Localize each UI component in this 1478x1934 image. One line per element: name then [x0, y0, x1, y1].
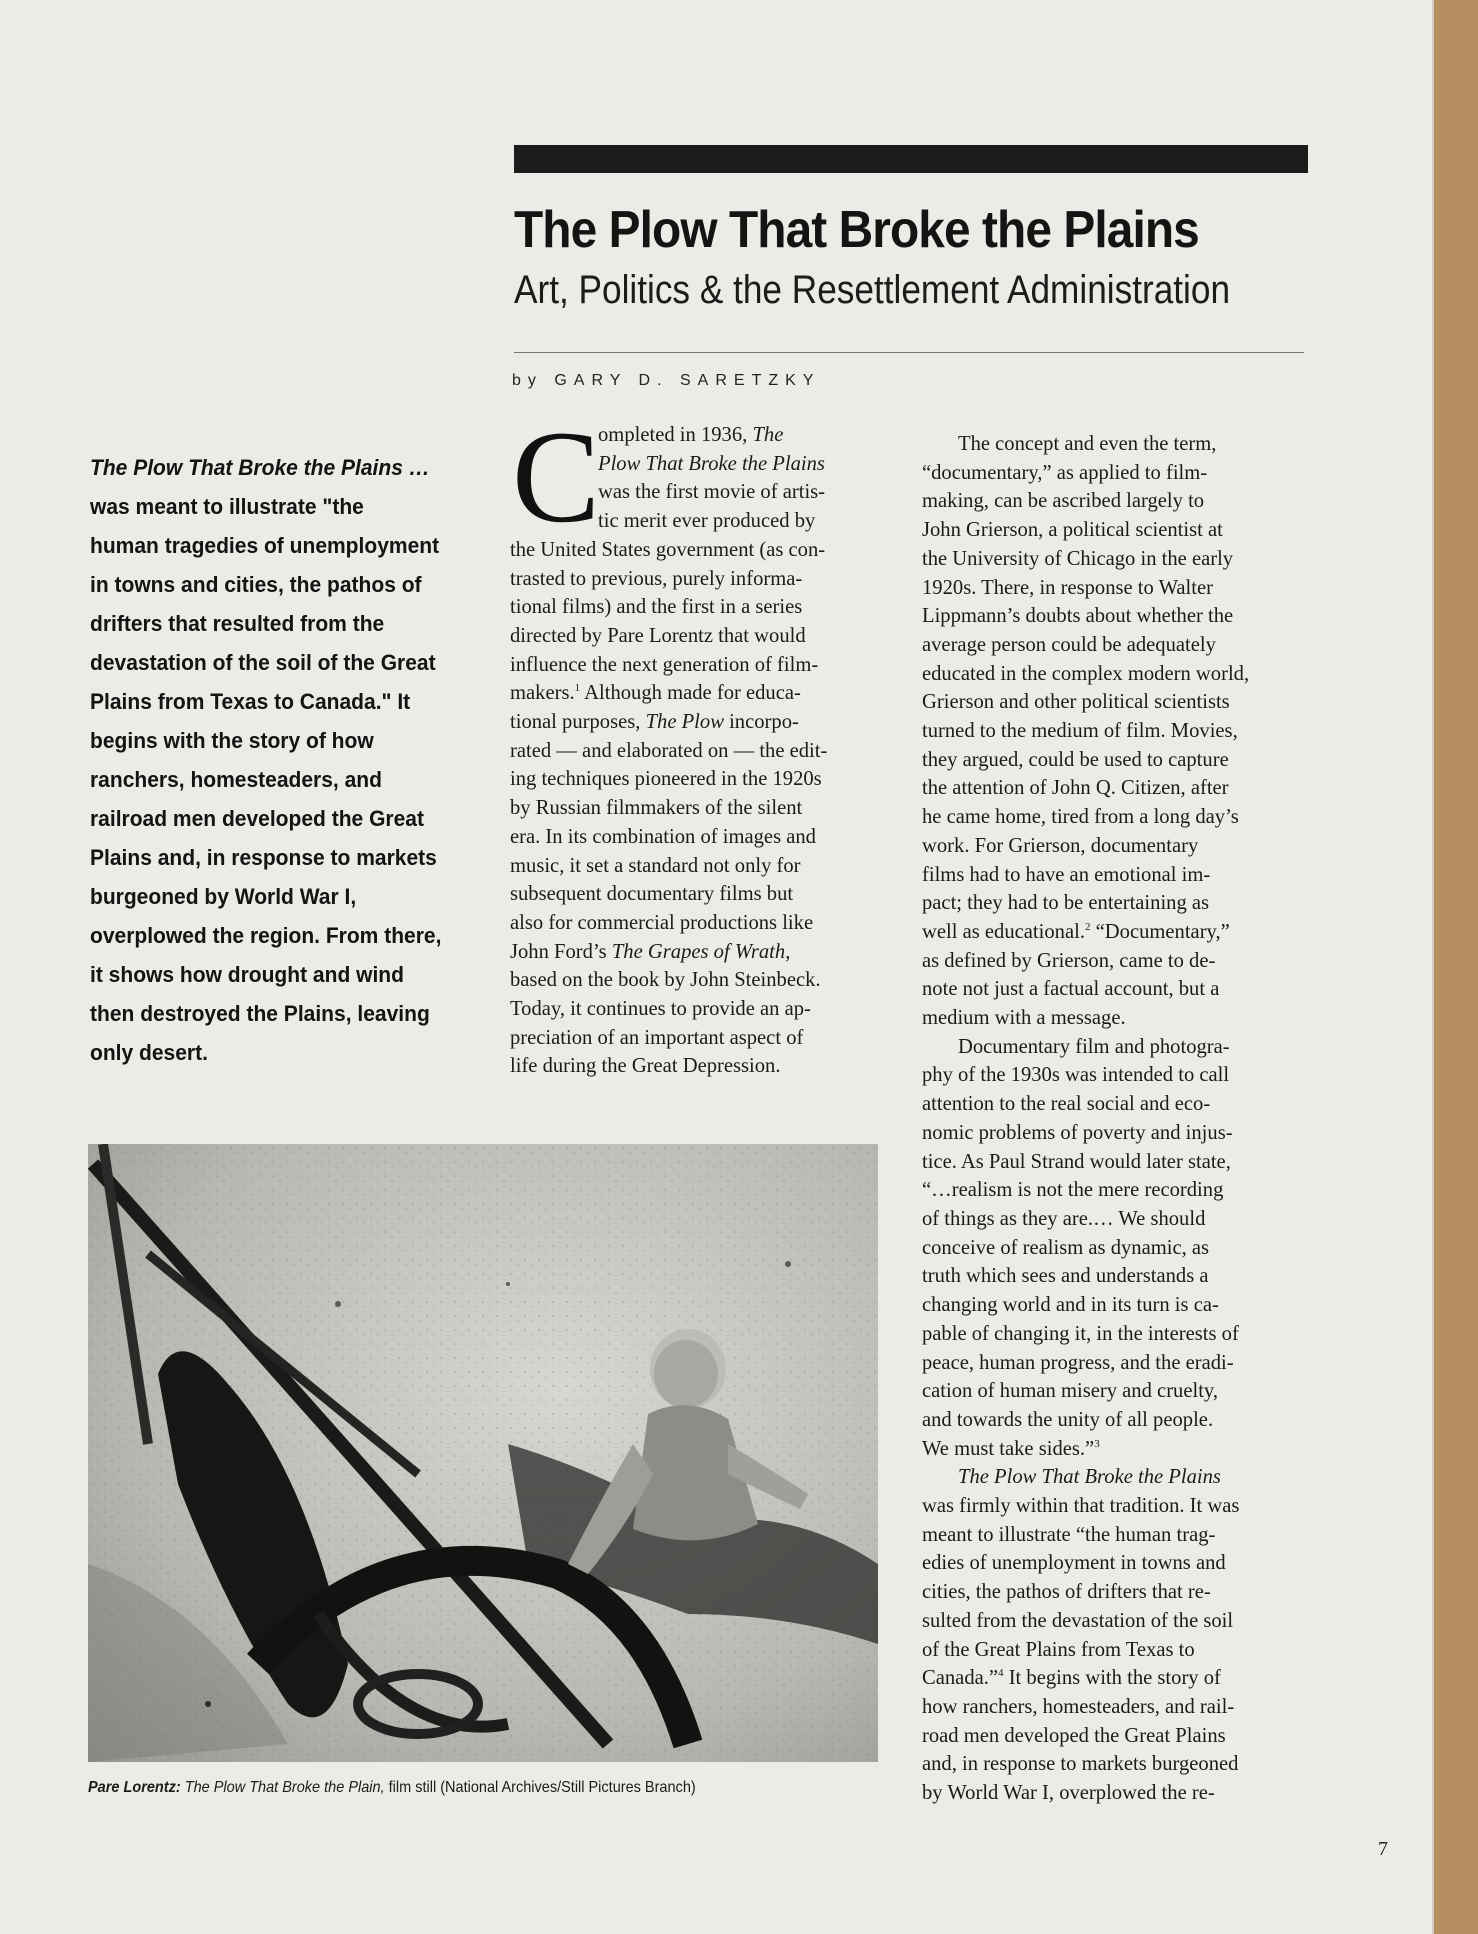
- body-line: and towards the unity of all people.: [922, 1408, 1214, 1431]
- pull-quote-line: overplowed the region. From there,: [90, 923, 442, 948]
- body-line: The concept and even the term,: [958, 433, 1217, 455]
- body-line: and, in response to markets burgeoned: [922, 1753, 1239, 1776]
- pull-quote-lead: The Plow That Broke the Plains …: [90, 455, 430, 480]
- body-line: makers.$^1$ Although made for educa-: [510, 682, 801, 705]
- body-line: of the Great Plains from Texas to: [922, 1638, 1195, 1661]
- body-line: truth which sees and understands a: [922, 1265, 1209, 1288]
- body-line: ing techniques pioneered in the 1920s: [510, 768, 822, 791]
- pull-quote-line: then destroyed the Plains, leaving: [90, 1001, 430, 1026]
- body-line: was the first movie of artis-: [598, 481, 826, 504]
- body-line: John Ford’s The Grapes of Wrath,: [510, 940, 791, 963]
- pull-quote-line: burgeoned by World War I,: [90, 884, 357, 909]
- body-line: subsequent documentary films but: [510, 883, 794, 906]
- body-line: the attention of John Q. Citizen, after: [922, 777, 1229, 800]
- body-line: they argued, could be used to capture: [922, 748, 1229, 771]
- pull-quote-line: only desert.: [90, 1040, 208, 1065]
- body-line: turned to the medium of film. Movies,: [922, 720, 1238, 743]
- body-line: tional purposes, The Plow incorpo-: [510, 711, 799, 734]
- body-line: era. In its combination of images and: [510, 825, 816, 848]
- body-line: cation of human misery and cruelty,: [922, 1380, 1219, 1403]
- body-line: attention to the real social and eco-: [922, 1093, 1211, 1116]
- body-line: well as educational.$^2$ “Documentary,”: [922, 920, 1230, 943]
- body-line: influence the next generation of film-: [510, 653, 819, 676]
- film-still-photo: [88, 1144, 878, 1762]
- body-line: the University of Chicago in the early: [922, 547, 1234, 570]
- drop-cap: C: [512, 403, 601, 550]
- footnote-marker: 1: [574, 682, 581, 695]
- title-divider: [514, 352, 1304, 353]
- body-line: tional films) and the first in a series: [510, 596, 803, 619]
- body-line: Canada.”$^4$ It begins with the story of: [922, 1667, 1221, 1690]
- pull-quote-line: railroad men developed the Great: [90, 806, 424, 831]
- caption-film-title: The Plow That Broke the Plain,: [180, 1779, 385, 1796]
- body-line: preciation of an important aspect of: [510, 1026, 804, 1049]
- body-line: by Russian filmmakers of the silent: [510, 797, 803, 820]
- body-line: making, can be ascribed largely to: [922, 490, 1205, 513]
- body-line: educated in the complex modern world,: [922, 662, 1250, 685]
- byline: by GARY D. SARETZKY: [512, 372, 821, 389]
- body-line: Grierson and other political scientists: [922, 691, 1230, 714]
- caption-source: film still (National Archives/Still Pictures Branch): [384, 1779, 696, 1796]
- body-line: was firmly within that tradition. It was: [922, 1495, 1240, 1518]
- body-line: tice. As Paul Strand would later state,: [922, 1150, 1231, 1173]
- body-line: trasted to previous, purely informa-: [510, 567, 803, 590]
- body-column-2: [922, 430, 1307, 1808]
- caption-credit: Pare Lorentz:: [88, 1779, 181, 1796]
- body-line: note not just a factual account, but a: [922, 978, 1220, 1001]
- body-line: tic merit ever produced by: [598, 510, 816, 533]
- body-line: films had to have an emotional im-: [922, 863, 1211, 886]
- page-number: 7: [1378, 1838, 1388, 1860]
- footnote-marker: 2: [1084, 921, 1091, 934]
- header-black-rule: [514, 145, 1308, 173]
- body-line: music, it set a standard not only for: [510, 854, 801, 877]
- pull-quote-line: Plains and, in response to markets: [90, 845, 437, 870]
- body-line: rated — and elaborated on — the edit-: [510, 739, 828, 762]
- body-line: edies of unemployment in towns and: [922, 1552, 1226, 1575]
- body-line: Lippmann’s doubts about whether the: [922, 605, 1234, 628]
- body-line: sulted from the devastation of the soil: [922, 1609, 1234, 1632]
- pull-quote: [90, 448, 453, 1072]
- body-line: based on the book by John Steinbeck.: [510, 969, 821, 992]
- body-line: The Plow That Broke the Plains: [958, 1466, 1221, 1489]
- pull-quote-line: begins with the story of how: [90, 728, 374, 753]
- body-line: pact; they had to be entertaining as: [922, 892, 1210, 915]
- pull-quote-line: human tragedies of unemployment: [90, 533, 440, 558]
- body-line: pable of changing it, in the interests of: [922, 1322, 1239, 1345]
- body-line: conceive of realism as dynamic, as: [922, 1236, 1210, 1259]
- body-line: how ranchers, homesteaders, and rail-: [922, 1695, 1235, 1718]
- pull-quote-line: devastation of the soil of the Great: [90, 650, 436, 675]
- pull-quote-line: in towns and cities, the pathos of: [90, 572, 422, 597]
- body-line: Today, it continues to provide an ap-: [510, 998, 811, 1021]
- pull-quote-line: ranchers, homesteaders, and: [90, 767, 382, 792]
- body-line: phy of the 1930s was intended to call: [922, 1064, 1230, 1087]
- body-line: also for commercial productions like: [510, 911, 814, 934]
- body-line: cities, the pathos of drifters that re-: [922, 1581, 1211, 1604]
- footnote-marker: 3: [1094, 1437, 1100, 1450]
- pull-quote-line: drifters that resulted from the: [90, 611, 385, 636]
- pull-quote-line: it shows how drought and wind: [90, 962, 404, 987]
- body-line: road men developed the Great Plains: [922, 1724, 1226, 1747]
- body-line: by World War I, overplowed the re-: [922, 1782, 1215, 1805]
- body-line: Plow That Broke the Plains: [598, 452, 825, 475]
- body-line: John Grierson, a political scientist at: [922, 519, 1223, 542]
- body-line: life during the Great Depression.: [510, 1055, 781, 1078]
- body-line: “documentary,” as applied to film-: [922, 461, 1208, 484]
- body-line: he came home, tired from a long day’s: [922, 806, 1239, 829]
- body-line: 1920s. There, in response to Walter: [922, 576, 1213, 599]
- body-line: work. For Grierson, documentary: [922, 834, 1199, 857]
- body-line: Documentary film and photogra-: [958, 1035, 1230, 1058]
- body-line: peace, human progress, and the eradi-: [922, 1351, 1234, 1374]
- body-line: directed by Pare Lorentz that would: [510, 624, 806, 647]
- body-line: as defined by Grierson, came to de-: [922, 949, 1216, 972]
- body-line: We must take sides.”$^3$: [922, 1437, 1100, 1460]
- body-line: medium with a message.: [922, 1007, 1126, 1030]
- body-line: of things as they are.… We should: [922, 1207, 1206, 1230]
- pull-quote-line: Plains from Texas to Canada." It: [90, 689, 411, 714]
- footnote-marker: 4: [998, 1667, 1004, 1680]
- article-title: The Plow That Broke the Plains: [514, 201, 1199, 259]
- article-subtitle: Art, Politics & the Resettlement Administration: [514, 268, 1231, 312]
- body-line: ompleted in 1936, The: [598, 424, 784, 446]
- body-line: meant to illustrate “the human trag-: [922, 1523, 1216, 1546]
- body-line: average person could be adequately: [922, 633, 1216, 656]
- body-column-1: [510, 403, 890, 1081]
- body-line: the United States government (as con-: [510, 538, 826, 561]
- body-line: “…realism is not the mere recording: [922, 1179, 1224, 1202]
- body-line: changing world and in its turn is ca-: [922, 1294, 1219, 1317]
- pull-quote-line: was meant to illustrate "the: [90, 494, 364, 519]
- body-line: nomic problems of poverty and injus-: [922, 1121, 1233, 1144]
- photo-caption: [88, 1779, 696, 1797]
